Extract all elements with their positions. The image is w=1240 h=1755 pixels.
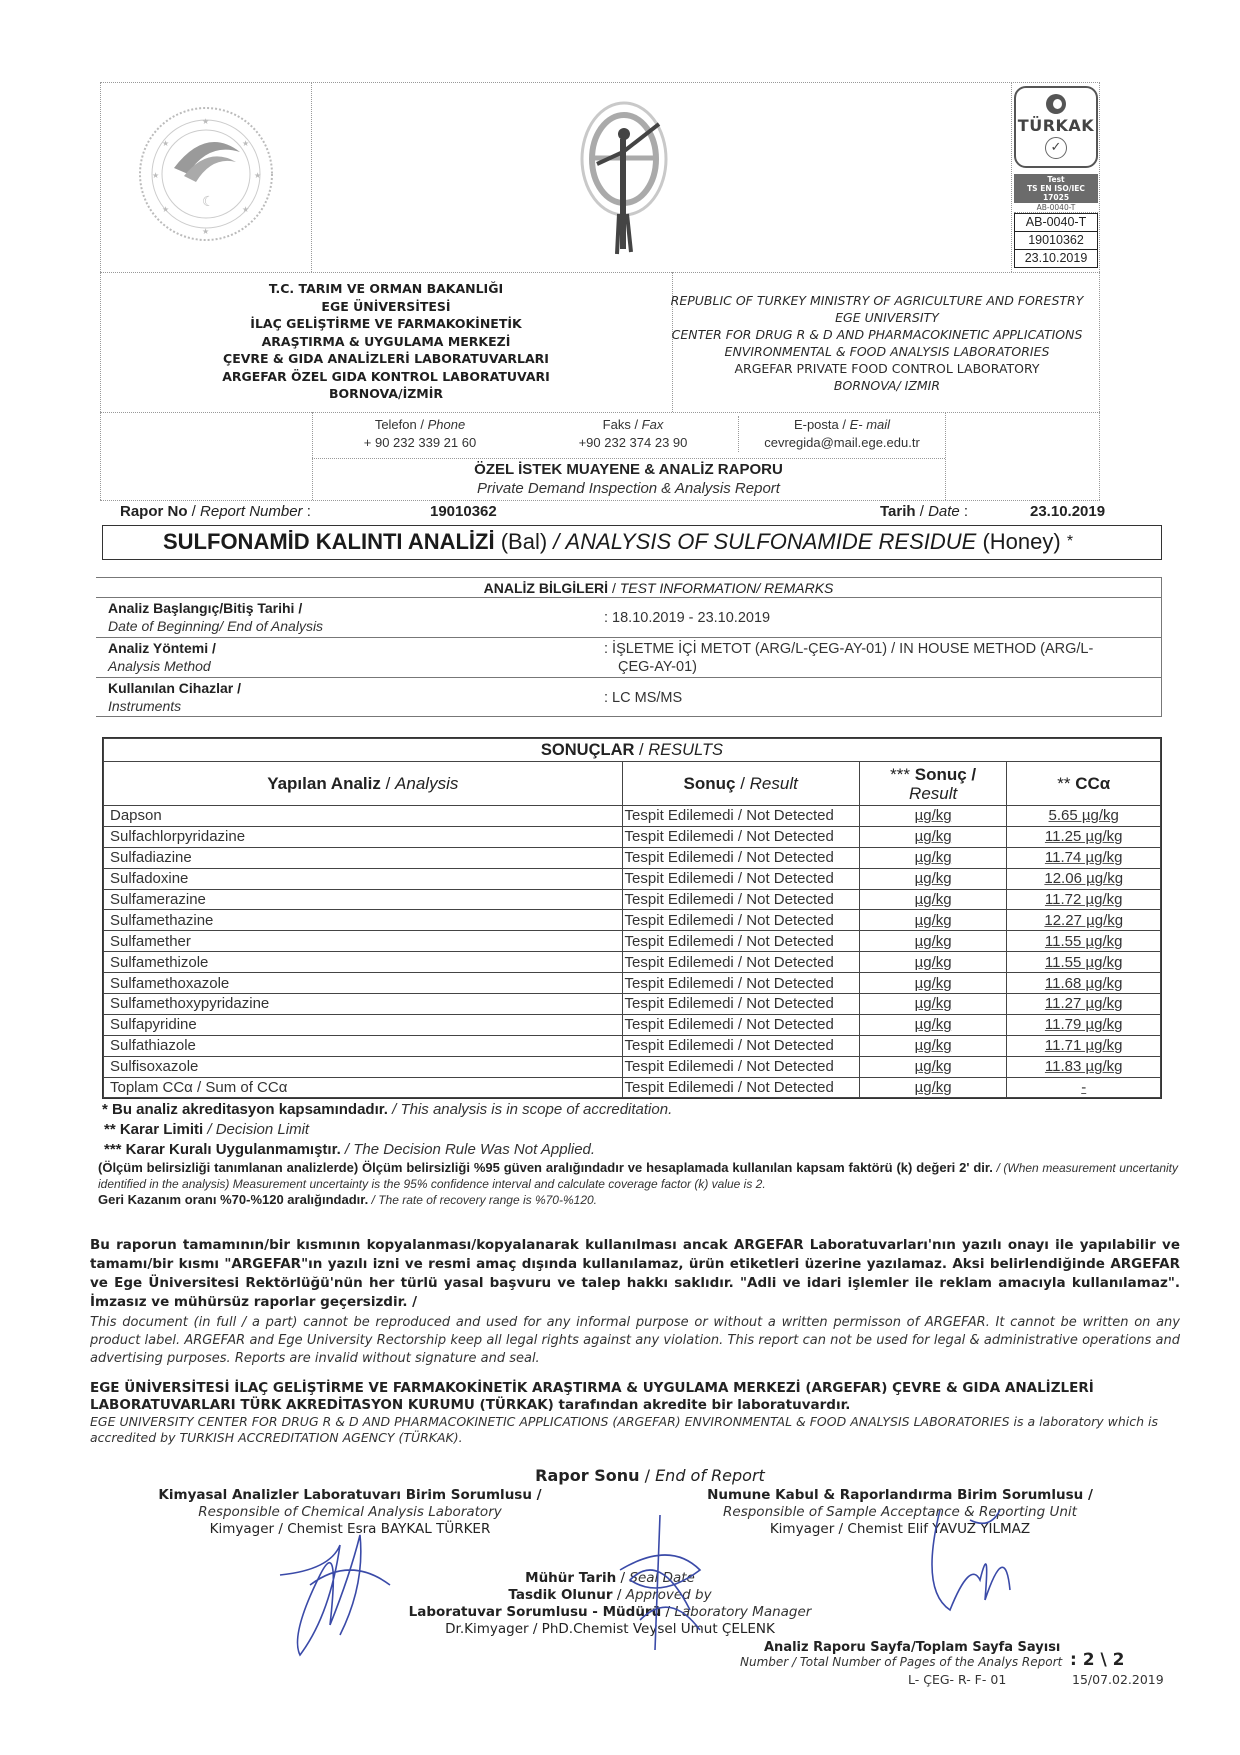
accreditation-statement (90, 1380, 1180, 1446)
recovery-note (98, 1192, 1178, 1208)
cca-cell: 11.55 µg/kg (1007, 952, 1161, 973)
ministry-logo-cell (100, 82, 312, 272)
footnotes (98, 1100, 1178, 1208)
end-of-report-en: End of Report (655, 1466, 765, 1485)
form-code: L- ÇEG- R- F- 01 (908, 1672, 1007, 1687)
uncertainty-tr: (Ölçüm belirsizliği tanımlanan analizlerde) Ölçüm belirsizliği %95 güven aralığındadır ve hesaplamada kullanılan kapsam faktörü (k) değeri 2' dir. (98, 1160, 993, 1175)
result-row (104, 1056, 1161, 1077)
result-row (104, 994, 1161, 1015)
organization-name-tr (100, 280, 672, 403)
result-row (104, 1014, 1161, 1035)
org-tr-line: ÇEVRE & GIDA ANALİZLERİ LABORATUVARLARI (223, 351, 549, 366)
svg-text:★: ★ (242, 139, 250, 148)
result-row (104, 826, 1161, 847)
signatory-title-tr: Numune Kabul & Raporlandırma Birim Sorumlusu / (707, 1487, 1093, 1503)
report-type-tr: ÖZEL İSTEK MUAYENE & ANALİZ RAPORU (474, 461, 783, 478)
fax-label: Faks (602, 417, 631, 432)
column-header-cca (1007, 762, 1161, 806)
signatory-title-tr: Kimyasal Analizler Laboratuvarı Birim Sorumlusu / (158, 1487, 542, 1503)
org-en-line: ENVIRONMENTAL & FOOD ANALYSIS LABORATORIES (724, 344, 1050, 359)
accreditation-statement-en: EGE UNIVERSITY CENTER FOR DRUG R & D AND PHARMACOKINETIC APPLICATIONS (ARGEFAR) ENVIRONMENTAL & FOOD ANALYSIS LABORATORIES is a laboratory which is accredited by TURKISH ACCREDITATION AGENCY (TÜRKAK). (90, 1414, 1159, 1445)
fax-label-en: Fax (641, 417, 664, 432)
checkmark-icon: ✓ (1045, 137, 1067, 159)
cca-cell: 12.27 µg/kg (1007, 910, 1161, 931)
result-cell: Tespit Edilemedi / Not Detected (622, 952, 859, 973)
cca-cell: 12.06 µg/kg (1007, 868, 1161, 889)
end-of-report: Rapor Sonu / End of Report (535, 1466, 765, 1485)
cca-cell: 11.25 µg/kg (1007, 826, 1161, 847)
recovery-tr: Geri Kazanım oranı %70-%120 aralığındadır. (98, 1192, 369, 1207)
info-label-en: Instruments (108, 698, 182, 714)
svg-text:★: ★ (242, 205, 250, 214)
report-meta-line: Rapor No / Report Number : 19010362 Tarih / Date : 23.10.2019 (120, 503, 1106, 520)
report-type (312, 460, 945, 498)
accreditation-code: AB-0040-T (1014, 213, 1098, 232)
uncertainty-note (98, 1160, 1178, 1192)
analyte-cell: Sulfamethazine (104, 910, 623, 931)
org-en-line: CENTER FOR DRUG R & D AND PHARMACOKINETIC APPLICATIONS (671, 327, 1083, 342)
result-cell: Tespit Edilemedi / Not Detected (622, 847, 859, 868)
result-cell: Tespit Edilemedi / Not Detected (622, 1077, 859, 1098)
phone-label: Telefon (374, 417, 417, 432)
report-no-label: Rapor No (120, 503, 188, 520)
info-heading: ANALİZ BİLGİLERİ / TEST INFORMATION/ REMARKS (96, 577, 1162, 597)
title-separator: / (553, 529, 560, 554)
org-en-line: REPUBLIC OF TURKEY MINISTRY OF AGRICULTURE AND FORESTRY (670, 293, 1084, 308)
analyte-cell: Sulfamethoxazole (104, 973, 623, 994)
analyte-cell: Sulfamethizole (104, 952, 623, 973)
badge-report-no: 19010362 (1014, 232, 1098, 250)
instruments: : LC MS/MS (604, 690, 683, 706)
phone-number: + 90 232 339 21 60 (363, 435, 477, 450)
phone-label-en: Phone (427, 417, 466, 432)
manager-role-tr: Laboratuvar Sorumlusu - Müdürü (408, 1604, 662, 1620)
cca-cell: 11.72 µg/kg (1007, 889, 1161, 910)
email-address[interactable]: cevregida@mail.ege.edu.tr (764, 435, 920, 450)
organization-name-en (672, 292, 1102, 394)
note-en: / This analysis is in scope of accreditation. (387, 1101, 673, 1118)
unit-cell: µg/kg (859, 847, 1007, 868)
approved-en: Approved by (625, 1587, 712, 1603)
email-label-en: E- mail (849, 417, 891, 432)
results-body (104, 806, 1161, 1098)
form-revision-date: 15/07.02.2019 (1072, 1672, 1164, 1687)
turkak-wordmark: TÜRKAK (1017, 116, 1095, 135)
strip-code: AB-0040-T (1014, 203, 1098, 213)
unit-cell: µg/kg (859, 994, 1007, 1015)
analyte-cell: Sulfamethoxypyridazine (104, 994, 623, 1015)
unit-cell: µg/kg (859, 1077, 1007, 1098)
result-row (104, 910, 1161, 931)
title-matrix-tr: (Bal) (500, 529, 548, 554)
ege-university-logo-cell (312, 82, 1012, 272)
page-label-en: Number / Total Number of Pages of the Analys Report (740, 1655, 1063, 1669)
unit-cell: µg/kg (859, 973, 1007, 994)
org-en-line: BORNOVA/ IZMIR (833, 378, 941, 393)
manager-role-en: Laboratory Manager (674, 1604, 812, 1620)
report-date: 23.10.2019 (1030, 503, 1106, 520)
crescent-icon (1046, 94, 1066, 114)
org-en-line: EGE UNIVERSITY (835, 310, 939, 325)
disclaimer-tr: Bu raporun tamamının/bir kısmının kopyalanması/kopyalanarak kullanılması ancak ARGEFAR Laboratuvarları'nın yazılı onayı ile yapılabilir ve tamamı/bir kısmı "ARGEFAR"ın yazılı izni ve resmi amaç dışında kullanılamaz, ürün etiketleri üzerine yazılamaz. Aksi belirlendiğinde ARGEFAR ve Ege Üniversitesi Rektörlüğü'nün her türlü yasal başvuru ve talep hakkı saklıdır. "Adli ve idari işlemler ile reklam amacıyla kullanılamaz". İmzasız ve mühürsüz raporlar geçersizdir. / (90, 1237, 1180, 1310)
result-cell: Tespit Edilemedi / Not Detected (622, 973, 859, 994)
col-unit-prefix: *** (890, 764, 910, 784)
info-label-en: Date of Beginning/ End of Analysis (108, 618, 324, 634)
result-row (104, 931, 1161, 952)
signatory-title-en: Responsible of Sample Acceptance & Reporting Unit (723, 1504, 1077, 1520)
cca-cell: - (1007, 1077, 1161, 1098)
unit-cell: µg/kg (859, 806, 1007, 827)
results-heading-tr: SONUÇLAR (540, 740, 635, 759)
result-row (104, 952, 1161, 973)
result-cell: Tespit Edilemedi / Not Detected (622, 1056, 859, 1077)
cca-cell: 11.74 µg/kg (1007, 847, 1161, 868)
note-tr: * Bu analiz akreditasyon kapsamındadır. (102, 1101, 388, 1118)
cca-cell: 11.27 µg/kg (1007, 994, 1161, 1015)
info-row-method (96, 637, 1162, 677)
org-tr-line: BORNOVA/İZMİR (328, 386, 444, 401)
org-tr-line: ARAŞTIRMA & UYGULAMA MERKEZİ (261, 333, 511, 349)
date-label: Tarih (880, 503, 916, 520)
cca-cell: 11.55 µg/kg (1007, 931, 1161, 952)
result-cell: Tespit Edilemedi / Not Detected (622, 1014, 859, 1035)
uncertainty-en: / (When measurement uncertanity identified in the analysis) Measurement uncertainty is the 95% confidence interval and calculate coverage factor (k) value is 2. (98, 1161, 1178, 1191)
info-heading-tr: ANALİZ BİLGİLERİ (483, 580, 609, 596)
seal-date-tr: Mühür Tarih (525, 1570, 617, 1586)
header-divider (100, 272, 1100, 273)
result-cell: Tespit Edilemedi / Not Detected (622, 994, 859, 1015)
strip-standard: TS EN ISO/IEC 17025 (1027, 184, 1085, 202)
info-label-tr: Analiz Başlangıç/Bitiş Tarihi / (108, 600, 303, 616)
col-cca-prefix: ** (1057, 773, 1071, 793)
analyte-cell: Dapson (104, 806, 623, 827)
report-no-label-en: Report Number (200, 503, 303, 520)
title-en: ANALYSIS OF SULFONAMIDE RESIDUE (565, 529, 977, 554)
result-cell: Tespit Edilemedi / Not Detected (622, 806, 859, 827)
svg-text:★: ★ (202, 227, 210, 236)
info-row-instruments (96, 677, 1162, 717)
analyte-cell: Sulfapyridine (104, 1014, 623, 1035)
analysis-method: : İŞLETME İÇİ METOT (ARG/L-ÇEG-AY-01) / IN HOUSE METHOD (ARG/L- (604, 641, 1094, 657)
col-unit-tr: Sonuç / (914, 764, 977, 784)
ege-university-logo-icon (569, 94, 679, 264)
info-label-tr: Analiz Yöntemi / (108, 640, 216, 656)
org-tr-line: İLAÇ GELİŞTİRME VE FARMAKOKİNETİK (250, 316, 522, 331)
result-row (104, 847, 1161, 868)
result-cell: Tespit Edilemedi / Not Detected (622, 889, 859, 910)
report-type-en: Private Demand Inspection & Analysis Report (477, 480, 780, 497)
unit-cell: µg/kg (859, 952, 1007, 973)
analyte-cell: Sulfathiazole (104, 1035, 623, 1056)
turkak-accreditation-badge (1012, 86, 1100, 268)
result-row (104, 1035, 1161, 1056)
result-row (104, 1077, 1161, 1098)
results-table (102, 737, 1162, 1099)
analysis-method-cont: ÇEG-AY-01) (618, 659, 697, 675)
col-analysis-tr: Yapılan Analiz (267, 773, 381, 793)
signatory-chemical-lab (150, 1487, 550, 1538)
recovery-en: / The rate of recovery range is %70-%120. (368, 1193, 597, 1207)
copyright-disclaimer (90, 1236, 1180, 1368)
svg-text:★: ★ (152, 171, 160, 180)
end-of-report-tr: Rapor Sonu (535, 1466, 640, 1485)
results-heading-en: RESULTS (648, 740, 724, 759)
signatory-name: Kimyager / Chemist Elif YAVUZ YILMAZ (769, 1521, 1031, 1537)
org-tr-line: ARGEFAR ÖZEL GIDA KONTROL LABORATUVARI (222, 368, 550, 384)
svg-text:☾: ☾ (202, 194, 215, 210)
col-cca: CCα (1075, 773, 1111, 793)
test-information (96, 577, 1162, 717)
column-header-result: Sonuç / Result (622, 762, 859, 806)
unit-cell: µg/kg (859, 889, 1007, 910)
org-en-line: ARGEFAR PRIVATE FOOD CONTROL LABORATORY (734, 361, 1040, 376)
col-unit-en: Result (909, 783, 958, 803)
header-divider (100, 500, 1100, 501)
ministry-seal-icon (136, 104, 276, 244)
note-en: / Decision Limit (203, 1121, 310, 1138)
cca-cell: 11.79 µg/kg (1007, 1014, 1161, 1035)
info-label-tr: Kullanılan Cihazlar / (108, 680, 242, 696)
result-cell: Tespit Edilemedi / Not Detected (622, 1035, 859, 1056)
contact-divider (312, 458, 945, 459)
analyte-cell: Toplam CCα / Sum of CCα (104, 1077, 623, 1098)
unit-cell: µg/kg (859, 910, 1007, 931)
analyte-cell: Sulfadoxine (104, 868, 623, 889)
seal-date-en: Seal Date (629, 1570, 695, 1586)
manager-name: Dr.Kimyager / PhD.Chemist Veysel Umut ÇELENK (445, 1621, 775, 1637)
turkak-logo (1014, 86, 1098, 168)
signatory-sample-acceptance (690, 1487, 1110, 1538)
fax-number: +90 232 374 23 90 (578, 435, 688, 450)
email-label: E-posta (793, 417, 839, 432)
note-tr: *** Karar Kuralı Uygulanmamıştır. (104, 1141, 341, 1158)
result-row (104, 868, 1161, 889)
info-heading-en: TEST INFORMATION/ REMARKS (619, 580, 834, 596)
info-label-en: Analysis Method (108, 658, 211, 674)
svg-text:★: ★ (162, 205, 170, 214)
title-matrix-en: (Honey) (982, 529, 1061, 554)
unit-cell: µg/kg (859, 1056, 1007, 1077)
result-row (104, 973, 1161, 994)
result-cell: Tespit Edilemedi / Not Detected (622, 931, 859, 952)
page-number: : 2 \ 2 (1070, 1650, 1125, 1670)
badge-date: 23.10.2019 (1014, 250, 1098, 268)
signatory-name: Kimyager / Chemist Esra BAYKAL TÜRKER (209, 1521, 491, 1537)
phone-block: Telefon / Phone + 90 232 339 21 60 (312, 416, 528, 452)
analysis-title (102, 525, 1162, 560)
unit-cell: µg/kg (859, 931, 1007, 952)
cca-cell: 11.83 µg/kg (1007, 1056, 1161, 1077)
analyte-cell: Sulfamerazine (104, 889, 623, 910)
svg-text:★: ★ (162, 139, 170, 148)
cca-cell: 5.65 µg/kg (1007, 806, 1161, 827)
unit-cell: µg/kg (859, 1014, 1007, 1035)
disclaimer-en: This document (in full / a part) cannot be reproduced and used for any informal purpose or without a written permisson of ARGEFAR. It cannot be written on any product label. ARGEFAR and Ege University Rectorship keep all legal rights against any violation. This report can not be used for legal & administrative operations and advertising purposes. Reports are invalid without signature and seal. (90, 1315, 1180, 1366)
org-tr-line: EGE ÜNİVERSİTESİ (321, 298, 451, 314)
col-result-en: Result (749, 773, 798, 793)
result-cell: Tespit Edilemedi / Not Detected (622, 826, 859, 847)
analyte-cell: Sulfadiazine (104, 847, 623, 868)
org-tr-line: T.C. TARIM VE ORMAN BAKANLIĞI (268, 281, 504, 296)
note-tr: ** Karar Limiti (104, 1121, 204, 1138)
result-row (104, 889, 1161, 910)
cca-cell: 11.71 µg/kg (1007, 1035, 1161, 1056)
note-decision-rule (98, 1140, 1178, 1160)
strip-test-label: Test (1047, 175, 1065, 184)
unit-cell: µg/kg (859, 868, 1007, 889)
signatory-lab-manager: Mühür Tarih / Seal Date Tasdik Olunur / Approved by Laboratuvar Sorumlusu - Müdürü / Laboratory Manager Dr.Kimyager / PhD.Chemist Veysel Umut ÇELENK (380, 1570, 840, 1638)
column-header-unit (859, 762, 1007, 806)
note-decision-limit (98, 1120, 1178, 1140)
accreditation-statement-tr: EGE ÜNİVERSİTESİ İLAÇ GELİŞTİRME VE FARMAKOKİNETİK ARAŞTIRMA & UYGULAMA MERKEZİ (ARGEFAR) ÇEVRE & GIDA ANALİZLERİ LABORATUVARLARI TÜRK AKREDİTASYON KURUMU (TÜRKAK) tarafından akredite bir laboratuvardır. (90, 1380, 1094, 1413)
svg-text:★: ★ (202, 117, 210, 126)
accreditation-standard-strip (1014, 174, 1098, 203)
contact-divider (945, 412, 946, 500)
analyte-cell: Sulfisoxazole (104, 1056, 623, 1077)
note-en: / The Decision Rule Was Not Applied. (340, 1141, 596, 1158)
result-cell: Tespit Edilemedi / Not Detected (622, 910, 859, 931)
accreditation-mark: * (1066, 533, 1074, 550)
title-tr: SULFONAMİD KALINTI ANALİZİ (163, 529, 495, 554)
note-accreditation (98, 1100, 1178, 1120)
approved-tr: Tasdik Olunur (508, 1587, 613, 1603)
column-header-analysis: Yapılan Analiz / Analysis (104, 762, 623, 806)
unit-cell: µg/kg (859, 826, 1007, 847)
col-analysis-en: Analysis (395, 773, 459, 793)
col-result-tr: Sonuç (683, 773, 736, 793)
result-cell: Tespit Edilemedi / Not Detected (622, 868, 859, 889)
fax-block: Faks / Fax +90 232 374 23 90 (528, 416, 738, 452)
info-row-dates (96, 597, 1162, 637)
analysis-dates: : 18.10.2019 - 23.10.2019 (604, 610, 771, 626)
email-block: E-posta / E- mail cevregida@mail.ege.edu.tr (738, 416, 945, 452)
date-label-en: Date (928, 503, 960, 520)
results-heading: SONUÇLAR / RESULTS (104, 739, 1161, 762)
page-label-tr: Analiz Raporu Sayfa/Toplam Sayfa Sayısı (764, 1640, 1061, 1655)
header-divider (100, 412, 1100, 413)
svg-text:★: ★ (254, 171, 262, 180)
analyte-cell: Sulfachlorpyridazine (104, 826, 623, 847)
signatory-title-en: Responsible of Chemical Analysis Laboratory (198, 1504, 502, 1520)
report-number: 19010362 (430, 503, 497, 520)
analyte-cell: Sulfamether (104, 931, 623, 952)
cca-cell: 11.68 µg/kg (1007, 973, 1161, 994)
result-row (104, 806, 1161, 827)
unit-cell: µg/kg (859, 1035, 1007, 1056)
